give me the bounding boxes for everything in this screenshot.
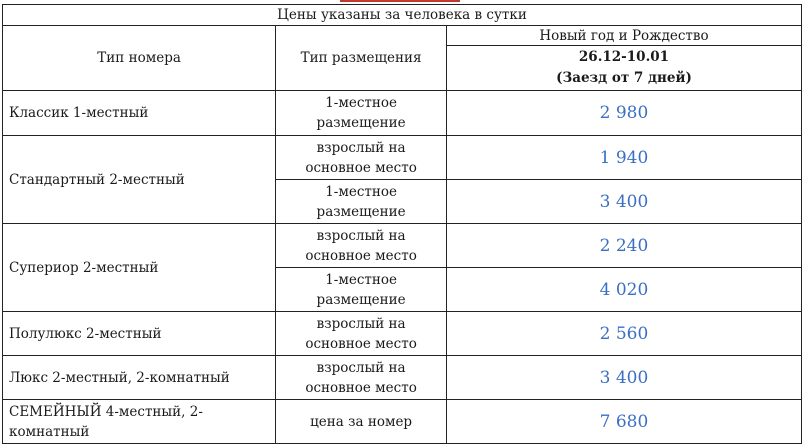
price-cell: 4 020 bbox=[446, 268, 801, 312]
room-type-cell: Супериор 2-местный bbox=[3, 224, 276, 312]
price-cell: 3 400 bbox=[446, 180, 801, 224]
room-type-cell: Стандартный 2-местный bbox=[3, 136, 276, 224]
top-accent-line bbox=[340, 0, 460, 2]
placement-cell: 1-местное размещение bbox=[276, 180, 447, 224]
table-row bbox=[3, 400, 802, 444]
header-season: Новый год и Рождество bbox=[446, 26, 801, 46]
table-row bbox=[3, 91, 802, 136]
room-type-cell: Люкс 2-местный, 2-комнатный bbox=[3, 356, 276, 400]
placement-cell: 1-местное размещение bbox=[276, 268, 447, 312]
room-type-cell: Классик 1-местный bbox=[3, 91, 276, 136]
table-row bbox=[3, 136, 802, 180]
table-row bbox=[3, 356, 802, 400]
table-caption: Цены указаны за человека в сутки bbox=[3, 5, 802, 26]
price-cell: 2 980 bbox=[446, 91, 801, 136]
header-date-range: 26.12-10.01 bbox=[578, 49, 670, 65]
placement-cell: 1-местное размещение bbox=[276, 91, 447, 136]
header-min-stay: (Заезд от 7 дней) bbox=[556, 70, 692, 86]
room-type-cell: Полулюкс 2-местный bbox=[3, 312, 276, 356]
price-table bbox=[2, 4, 802, 444]
placement-cell: цена за номер bbox=[276, 400, 447, 444]
header-placement: Тип размещения bbox=[276, 26, 447, 91]
placement-cell: взрослый на основное место bbox=[276, 312, 447, 356]
price-cell: 7 680 bbox=[446, 400, 801, 444]
table-row bbox=[3, 224, 802, 268]
header-dates bbox=[446, 46, 801, 91]
placement-cell: взрослый на основное место bbox=[276, 224, 447, 268]
placement-cell: взрослый на основное место bbox=[276, 136, 447, 180]
price-cell: 3 400 bbox=[446, 356, 801, 400]
header-room-type: Тип номера bbox=[3, 26, 276, 91]
room-type-cell: СЕМЕЙНЫЙ 4-местный, 2-комнатный bbox=[3, 400, 276, 444]
price-cell: 2 560 bbox=[446, 312, 801, 356]
table-row bbox=[3, 312, 802, 356]
placement-cell: взрослый на основное место bbox=[276, 356, 447, 400]
price-cell: 1 940 bbox=[446, 136, 801, 180]
price-cell: 2 240 bbox=[446, 224, 801, 268]
